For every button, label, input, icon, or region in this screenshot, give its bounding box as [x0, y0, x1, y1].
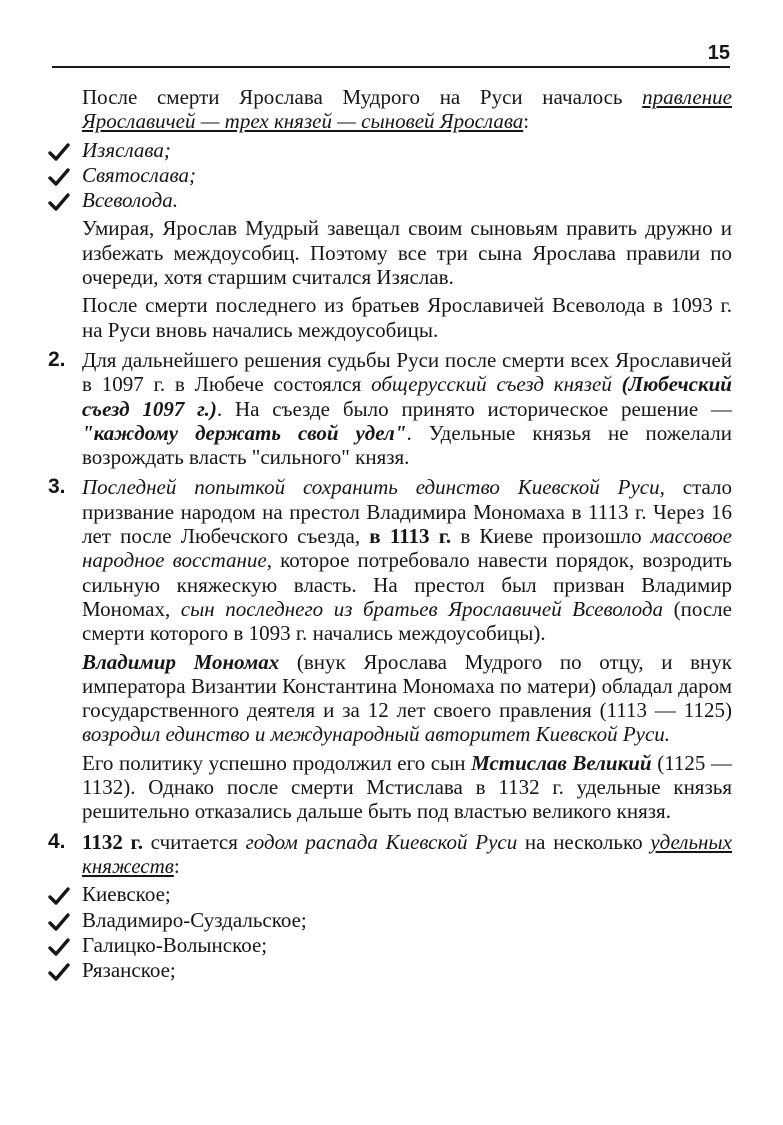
page-content: [48, 85, 732, 983]
item4-text: на несколько: [517, 829, 651, 854]
item2-text: Для дальнейшего решения судьбы Руси после смерти всех Ярославичей в 1097 г. в Любече состоялся: [82, 347, 732, 397]
check-icon: [48, 168, 70, 186]
check-icon: [48, 963, 70, 981]
numbered-item-2: [48, 348, 732, 469]
list-item-son: [48, 138, 732, 162]
numbered-item-3: [48, 475, 732, 645]
item3-son: сын последнего из братьев Ярославичей Всеволода: [180, 596, 664, 621]
monomakh-text: (внук Ярослава Мудрого по отцу, и внук императора Византии Константина Мономаха по матери) обладал даром государственного деятеля и за 12 лет своего правления (1113 — 1125): [82, 649, 732, 723]
numbered-item-4: [48, 830, 732, 879]
page-number: 15: [707, 42, 730, 64]
item4-colon: :: [173, 853, 180, 878]
item3-text: , которое потребовало навести порядок, возродить сильную княжескую власть. На престол был призван Владимир Мономах,: [82, 548, 732, 621]
check-icon: [48, 913, 70, 931]
item4-principalities: удельных княжеств: [82, 829, 732, 878]
item3-text: в Киеве произошло: [451, 524, 651, 549]
principality-name: Галицко-Волынское;: [82, 932, 268, 957]
list-item-principality: [48, 882, 732, 906]
item4-year: 1132 г.: [82, 829, 143, 854]
principality-name: Рязанское;: [82, 958, 176, 983]
list-item-principality: [48, 933, 732, 957]
principality-name: Владимиро-Суздальское;: [82, 907, 307, 932]
item2-text: . На съезде было принято историческое решение —: [216, 396, 732, 421]
testament-paragraph: Умирая, Ярослав Мудрый завещал своим сыновьям править дружно и избежать междоусобиц. Поэтому все три сына Ярослава правили по очереди, хотя старшим считался Изяслав.: [82, 216, 732, 290]
mstislav-text: (1125 — 1132). Однако после смерти Мстислава в 1132 г. удельные князья решительно отказались дальше быть под властью великого князя.: [82, 750, 732, 824]
monomakh-name: Владимир Мономах: [82, 649, 280, 674]
check-icon: [48, 938, 70, 956]
item-number: 3.: [48, 475, 66, 499]
item-number: 2.: [48, 347, 66, 371]
item2-text: . Удельные князья не пожелали возрождать власть "сильного" князя.: [82, 420, 733, 470]
item-number: 4.: [48, 829, 66, 853]
mstislav-name: Мстислав Великий: [471, 750, 652, 775]
intro-paragraph: [48, 85, 732, 134]
item3-year: в 1113 г.: [369, 524, 452, 549]
item4-text: считается: [142, 829, 246, 854]
monomakh-paragraph: [48, 650, 732, 747]
son-name: Изяслава;: [82, 137, 171, 162]
mstislav-text: Его политику успешно продолжил его сын: [82, 750, 472, 775]
item3-lead: Последней попыткой сохранить единство Киевской Руси,: [82, 475, 665, 500]
check-icon: [48, 143, 70, 161]
check-icon: [48, 193, 70, 211]
monomakh-achievement: возродил единство и международный авторитет Киевской Руси.: [82, 722, 671, 747]
intro-colon: :: [523, 109, 530, 134]
item4-collapse: годом распада Киевской Руси: [245, 829, 518, 854]
list-item-principality: [48, 908, 732, 932]
item2-decision: "каждому держать свой удел": [82, 420, 407, 445]
intro-emphasis: правление Ярославичей — трех князей — сыновей Ярослава: [82, 85, 732, 134]
mstislav-paragraph: [48, 751, 732, 824]
principality-name: Киевское;: [82, 882, 171, 907]
check-icon: [48, 887, 70, 905]
item3-uprising: массовое народное восстание: [82, 524, 732, 573]
list-item-son: [48, 188, 732, 212]
list-item-son: [48, 163, 732, 187]
item2-congress: общерусский съезд князей: [371, 372, 612, 397]
list-item-principality: [48, 958, 732, 982]
item3-text: (после смерти которого в 1093 г. начались междоусобицы).: [82, 596, 732, 646]
header-rule: [52, 66, 730, 68]
son-name: Всеволода.: [82, 188, 179, 213]
son-name: Святослава;: [82, 162, 196, 187]
after-paragraph: После смерти последнего из братьев Ярославичей Всеволода в 1093 г. на Руси вновь начались междоусобицы.: [82, 293, 732, 342]
item2-congress-name: (Любечский съезд 1097 г.): [82, 372, 732, 421]
item3-text: стало призвание народом на престол Владимира Мономаха в 1113 г. Через 16 лет после Любечского съезда,: [82, 475, 732, 549]
intro-text: После смерти Ярослава Мудрого на Руси началось: [82, 85, 643, 109]
